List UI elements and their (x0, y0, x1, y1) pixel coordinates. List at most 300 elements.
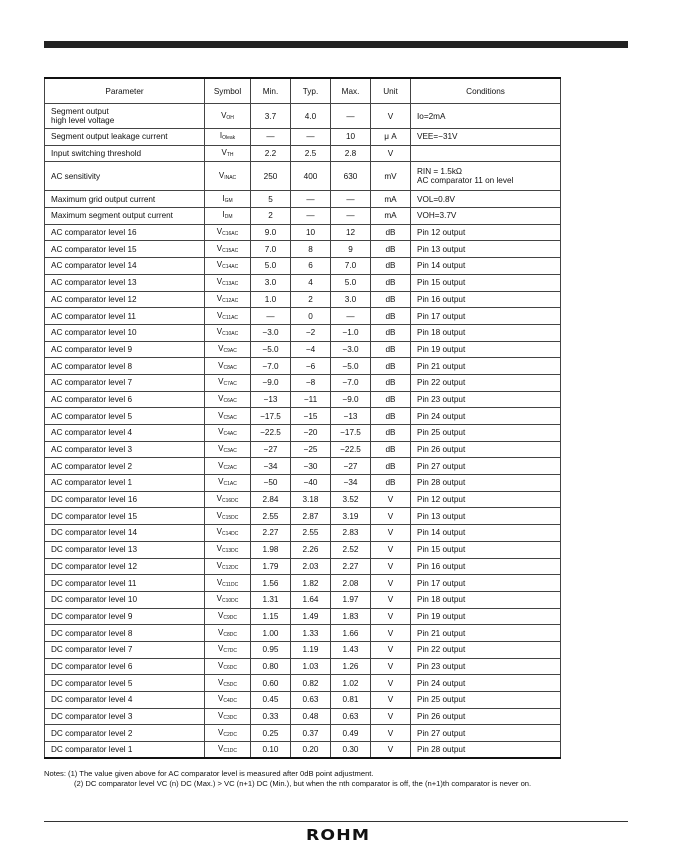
table-row (45, 224, 561, 241)
cell-max: 1.26 (331, 658, 371, 675)
cell-parameter: AC comparator level 7 (45, 374, 205, 391)
cell-conditions: Pin 19 output (411, 608, 561, 625)
cell-parameter: DC comparator level 8 (45, 625, 205, 642)
cell-conditions: Pin 18 output (411, 324, 561, 341)
cell-conditions: Pin 13 output (411, 241, 561, 258)
cell-min: 1.00 (251, 625, 291, 642)
cell-typ: — (291, 208, 331, 225)
header-symbol: Symbol (205, 78, 251, 104)
symbol-subscript: INAC (224, 174, 237, 181)
cell-symbol (205, 575, 251, 592)
cell-unit: V (371, 491, 411, 508)
symbol-letter: V (216, 577, 223, 587)
symbol-subscript: C3DC (223, 715, 237, 722)
cell-parameter: DC comparator level 14 (45, 525, 205, 542)
cell-typ: 400 (291, 162, 331, 191)
symbol-letter: V (216, 544, 222, 554)
cell-parameter: DC comparator level 15 (45, 508, 205, 525)
cell-symbol (205, 274, 251, 291)
cell-parameter: AC comparator level 15 (45, 241, 205, 258)
table-row (45, 308, 561, 325)
cell-conditions: Pin 22 output (411, 641, 561, 658)
table-row (45, 658, 561, 675)
header-unit: Unit (371, 78, 411, 104)
symbol-subscript: C7AC (223, 381, 237, 388)
cell-symbol (205, 491, 251, 508)
cell-parameter: DC comparator level 2 (45, 725, 205, 742)
cell-symbol (205, 241, 251, 258)
rohm-logo: ROHM (306, 826, 371, 844)
symbol-letter: V (216, 510, 222, 520)
cell-max: −9.0 (331, 391, 371, 408)
cell-min: 0.33 (251, 708, 291, 725)
table-row (45, 425, 561, 442)
cell-typ: 0.37 (291, 725, 331, 742)
cell-min: 1.56 (251, 575, 291, 592)
cell-unit: V (371, 508, 411, 525)
header-max: Max. (331, 78, 371, 104)
cell-typ: 6 (291, 258, 331, 275)
notes (44, 769, 531, 789)
cell-unit: V (371, 104, 411, 129)
table-row (45, 625, 561, 642)
cell-symbol (205, 408, 251, 425)
cell-unit: mA (371, 191, 411, 208)
cell-max: 630 (331, 162, 371, 191)
symbol-letter: V (218, 444, 224, 454)
cell-max: 2.08 (331, 575, 371, 592)
cell-conditions: RIN = 1.5kΩ AC comparator 11 on level (411, 162, 561, 191)
cell-symbol (205, 508, 251, 525)
cell-unit: dB (371, 258, 411, 275)
cell-typ: 2 (291, 291, 331, 308)
symbol-letter: V (218, 460, 224, 470)
symbol-letter: V (218, 677, 224, 687)
table-row (45, 541, 561, 558)
cell-unit: dB (371, 441, 411, 458)
cell-parameter: Segment output high level voltage (45, 104, 205, 129)
symbol-letter: V (218, 360, 224, 370)
cell-max: −7.0 (331, 374, 371, 391)
symbol-subscript: C9AC (223, 347, 237, 354)
cell-max: 0.30 (331, 742, 371, 759)
symbol-letter: V (218, 644, 224, 654)
cell-conditions: Pin 21 output (411, 625, 561, 642)
cell-unit: V (371, 558, 411, 575)
cell-min: 5 (251, 191, 291, 208)
cell-conditions: Pin 22 output (411, 374, 561, 391)
cell-conditions: Pin 24 output (411, 408, 561, 425)
cell-unit: μ A (371, 129, 411, 146)
table-row (45, 104, 561, 129)
table-row (45, 458, 561, 475)
cell-max: 2.27 (331, 558, 371, 575)
cell-parameter: DC comparator level 7 (45, 641, 205, 658)
cell-symbol (205, 425, 251, 442)
cell-symbol (205, 541, 251, 558)
cell-symbol (205, 358, 251, 375)
symbol-subscript: GM (224, 197, 233, 204)
cell-parameter: AC comparator level 11 (45, 308, 205, 325)
cell-conditions (411, 145, 561, 162)
header-rule (44, 41, 628, 48)
cell-unit: V (371, 575, 411, 592)
table-row (45, 675, 561, 692)
cell-max: 0.49 (331, 725, 371, 742)
cell-unit: dB (371, 425, 411, 442)
symbol-letter: V (216, 293, 223, 303)
table-row (45, 191, 561, 208)
cell-max: −5.0 (331, 358, 371, 375)
symbol-subscript: C1AC (223, 481, 237, 488)
symbol-subscript: C16DC (221, 498, 239, 505)
table-row (45, 358, 561, 375)
table-header-row (45, 78, 561, 104)
cell-conditions: Pin 27 output (411, 458, 561, 475)
table-row (45, 575, 561, 592)
cell-min: — (251, 129, 291, 146)
cell-typ: 2.87 (291, 508, 331, 525)
symbol-letter: V (218, 427, 224, 437)
cell-parameter: DC comparator level 13 (45, 541, 205, 558)
cell-conditions: Pin 25 output (411, 425, 561, 442)
symbol-subscript: DM (224, 214, 233, 221)
cell-parameter: AC comparator level 5 (45, 408, 205, 425)
cell-max: 12 (331, 224, 371, 241)
cell-unit: dB (371, 324, 411, 341)
cell-parameter: DC comparator level 1 (45, 742, 205, 759)
symbol-subscript: C2AC (223, 464, 237, 471)
cell-conditions: Pin 13 output (411, 508, 561, 525)
cell-conditions: Pin 14 output (411, 258, 561, 275)
table-row (45, 725, 561, 742)
cell-max: — (331, 191, 371, 208)
symbol-letter: V (216, 243, 223, 253)
symbol-letter: V (216, 494, 222, 504)
cell-parameter: DC comparator level 6 (45, 658, 205, 675)
cell-unit: dB (371, 341, 411, 358)
symbol-subscript: C4AC (223, 431, 237, 438)
table-row (45, 208, 561, 225)
cell-parameter: AC comparator level 13 (45, 274, 205, 291)
table-row (45, 391, 561, 408)
cell-conditions: Pin 16 output (411, 291, 561, 308)
cell-unit: V (371, 658, 411, 675)
cell-conditions: Pin 16 output (411, 558, 561, 575)
cell-typ: 3.18 (291, 491, 331, 508)
cell-symbol (205, 258, 251, 275)
table-row (45, 341, 561, 358)
cell-max: −1.0 (331, 324, 371, 341)
cell-symbol (205, 558, 251, 575)
cell-conditions: Pin 28 output (411, 475, 561, 492)
cell-typ: 0.48 (291, 708, 331, 725)
cell-max: 7.0 (331, 258, 371, 275)
symbol-letter: V (221, 148, 227, 158)
cell-typ: −20 (291, 425, 331, 442)
cell-parameter: AC comparator level 14 (45, 258, 205, 275)
cell-conditions: Pin 17 output (411, 308, 561, 325)
cell-unit: dB (371, 374, 411, 391)
cell-conditions: VOH=3.7V (411, 208, 561, 225)
cell-symbol (205, 475, 251, 492)
cell-max: 2.83 (331, 525, 371, 542)
cell-min: 0.80 (251, 658, 291, 675)
table-row (45, 508, 561, 525)
cell-unit: dB (371, 358, 411, 375)
cell-conditions: Pin 25 output (411, 692, 561, 709)
cell-max: 1.02 (331, 675, 371, 692)
cell-conditions: VOL=0.8V (411, 191, 561, 208)
symbol-subscript: C1DC (223, 748, 237, 755)
cell-symbol (205, 742, 251, 759)
table-row (45, 692, 561, 709)
cell-min: — (251, 308, 291, 325)
cell-min: −7.0 (251, 358, 291, 375)
symbol-subscript: C15DC (221, 514, 239, 521)
cell-max: 3.0 (331, 291, 371, 308)
cell-symbol (205, 129, 251, 146)
table-row (45, 374, 561, 391)
cell-unit: V (371, 591, 411, 608)
cell-typ: 0.20 (291, 742, 331, 759)
cell-max: 2.52 (331, 541, 371, 558)
cell-symbol (205, 341, 251, 358)
table-row (45, 742, 561, 759)
cell-typ: −2 (291, 324, 331, 341)
cell-symbol (205, 625, 251, 642)
symbol-subscript: C8DC (223, 631, 237, 638)
cell-min: −9.0 (251, 374, 291, 391)
symbol-subscript: C12AC (222, 297, 239, 304)
cell-parameter: AC comparator level 4 (45, 425, 205, 442)
cell-unit: V (371, 675, 411, 692)
symbol-subscript: C10AC (222, 331, 239, 338)
cell-min: 250 (251, 162, 291, 191)
symbol-subscript: C16AC (222, 231, 239, 238)
cell-parameter: DC comparator level 9 (45, 608, 205, 625)
cell-max: 10 (331, 129, 371, 146)
cell-min: 1.98 (251, 541, 291, 558)
symbol-letter: V (216, 327, 223, 337)
symbol-subscript: C13AC (222, 281, 239, 288)
cell-parameter: AC comparator level 1 (45, 475, 205, 492)
cell-max: 1.83 (331, 608, 371, 625)
cell-parameter: Segment output leakage current (45, 129, 205, 146)
table-row (45, 324, 561, 341)
cell-symbol (205, 191, 251, 208)
cell-typ: −25 (291, 441, 331, 458)
symbol-subscript: C8AC (223, 364, 237, 371)
cell-parameter: AC comparator level 8 (45, 358, 205, 375)
cell-max: 3.19 (331, 508, 371, 525)
table-row (45, 162, 561, 191)
cell-conditions: Pin 24 output (411, 675, 561, 692)
cell-typ: −6 (291, 358, 331, 375)
cell-symbol (205, 374, 251, 391)
cell-min: 2.2 (251, 145, 291, 162)
cell-symbol (205, 458, 251, 475)
table-row (45, 591, 561, 608)
cell-symbol (205, 308, 251, 325)
cell-min: 2.55 (251, 508, 291, 525)
cell-min: 7.0 (251, 241, 291, 258)
cell-typ: 2.03 (291, 558, 331, 575)
cell-min: 1.31 (251, 591, 291, 608)
cell-unit: V (371, 608, 411, 625)
cell-max: 1.97 (331, 591, 371, 608)
table-row (45, 641, 561, 658)
cell-unit: V (371, 145, 411, 162)
cell-conditions: Pin 17 output (411, 575, 561, 592)
symbol-subscript: TH (226, 152, 234, 159)
cell-unit: V (371, 692, 411, 709)
cell-max: — (331, 104, 371, 129)
symbol-subscript: C4DC (223, 698, 237, 705)
cell-symbol (205, 591, 251, 608)
cell-min: 3.0 (251, 274, 291, 291)
cell-typ: 1.49 (291, 608, 331, 625)
cell-unit: V (371, 625, 411, 642)
cell-unit: dB (371, 224, 411, 241)
cell-symbol (205, 675, 251, 692)
cell-parameter: AC sensitivity (45, 162, 205, 191)
cell-min: 0.10 (251, 742, 291, 759)
table-row (45, 129, 561, 146)
cell-max: 2.8 (331, 145, 371, 162)
cell-typ: 2.5 (291, 145, 331, 162)
symbol-subscript: C6DC (223, 664, 237, 671)
table-row (45, 291, 561, 308)
table-row (45, 491, 561, 508)
cell-typ: 10 (291, 224, 331, 241)
cell-min: 3.7 (251, 104, 291, 129)
cell-unit: mA (371, 208, 411, 225)
cell-min: 2 (251, 208, 291, 225)
cell-unit: V (371, 541, 411, 558)
cell-symbol (205, 208, 251, 225)
cell-typ: 1.33 (291, 625, 331, 642)
cell-conditions: Pin 26 output (411, 441, 561, 458)
symbol-letter: V (216, 227, 223, 237)
cell-conditions: Pin 23 output (411, 658, 561, 675)
note-1: Notes: (1) The value given above for AC comparator level is measured after 0dB point adjustment. (44, 769, 374, 778)
cell-typ: 4.0 (291, 104, 331, 129)
cell-typ: −11 (291, 391, 331, 408)
cell-max: — (331, 208, 371, 225)
cell-max: −13 (331, 408, 371, 425)
cell-conditions: Pin 15 output (411, 274, 561, 291)
cell-symbol (205, 608, 251, 625)
table-row (45, 258, 561, 275)
footer-rule (44, 821, 628, 822)
symbol-letter: V (216, 277, 223, 287)
cell-min: 9.0 (251, 224, 291, 241)
cell-max: −17.5 (331, 425, 371, 442)
cell-conditions: Pin 28 output (411, 742, 561, 759)
cell-unit: dB (371, 241, 411, 258)
cell-symbol (205, 441, 251, 458)
cell-typ: 2.55 (291, 525, 331, 542)
cell-unit: dB (371, 274, 411, 291)
symbol-letter: I (222, 210, 225, 220)
cell-typ: 1.03 (291, 658, 331, 675)
symbol-subscript: C7DC (223, 648, 237, 655)
cell-typ: 4 (291, 274, 331, 291)
symbol-letter: V (218, 694, 224, 704)
symbol-letter: V (218, 711, 224, 721)
symbol-subscript: C12DC (221, 564, 239, 571)
table-row (45, 241, 561, 258)
cell-min: −13 (251, 391, 291, 408)
cell-parameter: AC comparator level 6 (45, 391, 205, 408)
symbol-subscript: C13DC (221, 548, 239, 555)
cell-typ: −30 (291, 458, 331, 475)
cell-min: −50 (251, 475, 291, 492)
cell-unit: dB (371, 458, 411, 475)
cell-parameter: DC comparator level 10 (45, 591, 205, 608)
cell-min: 2.27 (251, 525, 291, 542)
note-2: (2) DC comparator level VC (n) DC (Max.) > VC (n+1) DC (Min.), but when the nth comparator is off, the (n+1)th comparator is never on. (74, 779, 532, 788)
cell-symbol (205, 391, 251, 408)
cell-symbol (205, 708, 251, 725)
symbol-subscript: C2DC (223, 731, 237, 738)
cell-max: 3.52 (331, 491, 371, 508)
cell-symbol (205, 162, 251, 191)
cell-conditions: Pin 23 output (411, 391, 561, 408)
symbol-letter: V (221, 110, 227, 120)
symbol-subscript: C11DC (222, 581, 239, 588)
cell-typ: — (291, 129, 331, 146)
cell-max: −22.5 (331, 441, 371, 458)
cell-typ: −8 (291, 374, 331, 391)
cell-min: 1.15 (251, 608, 291, 625)
cell-min: 0.95 (251, 641, 291, 658)
header-min: Min. (251, 78, 291, 104)
cell-typ: −15 (291, 408, 331, 425)
symbol-letter: V (218, 744, 224, 754)
table-body (45, 104, 561, 759)
table-row (45, 558, 561, 575)
cell-symbol (205, 224, 251, 241)
cell-unit: mV (371, 162, 411, 191)
cell-min: 0.25 (251, 725, 291, 742)
cell-symbol (205, 641, 251, 658)
header-typ: Typ. (291, 78, 331, 104)
cell-min: −34 (251, 458, 291, 475)
cell-min: −22.5 (251, 425, 291, 442)
symbol-subscript: C9DC (223, 614, 237, 621)
cell-parameter: AC comparator level 9 (45, 341, 205, 358)
cell-conditions: Pin 14 output (411, 525, 561, 542)
cell-max: −27 (331, 458, 371, 475)
cell-conditions: Pin 12 output (411, 491, 561, 508)
cell-typ: 1.19 (291, 641, 331, 658)
cell-parameter: DC comparator level 16 (45, 491, 205, 508)
cell-symbol (205, 145, 251, 162)
symbol-letter: I (222, 193, 225, 203)
cell-unit: V (371, 525, 411, 542)
cell-max: 0.81 (331, 692, 371, 709)
cell-min: −5.0 (251, 341, 291, 358)
symbol-letter: V (218, 393, 224, 403)
cell-conditions: Pin 27 output (411, 725, 561, 742)
symbol-subscript: C14AC (222, 264, 239, 271)
cell-min: −3.0 (251, 324, 291, 341)
table-row (45, 475, 561, 492)
symbol-subscript: C14DC (221, 531, 239, 538)
cell-max: −34 (331, 475, 371, 492)
